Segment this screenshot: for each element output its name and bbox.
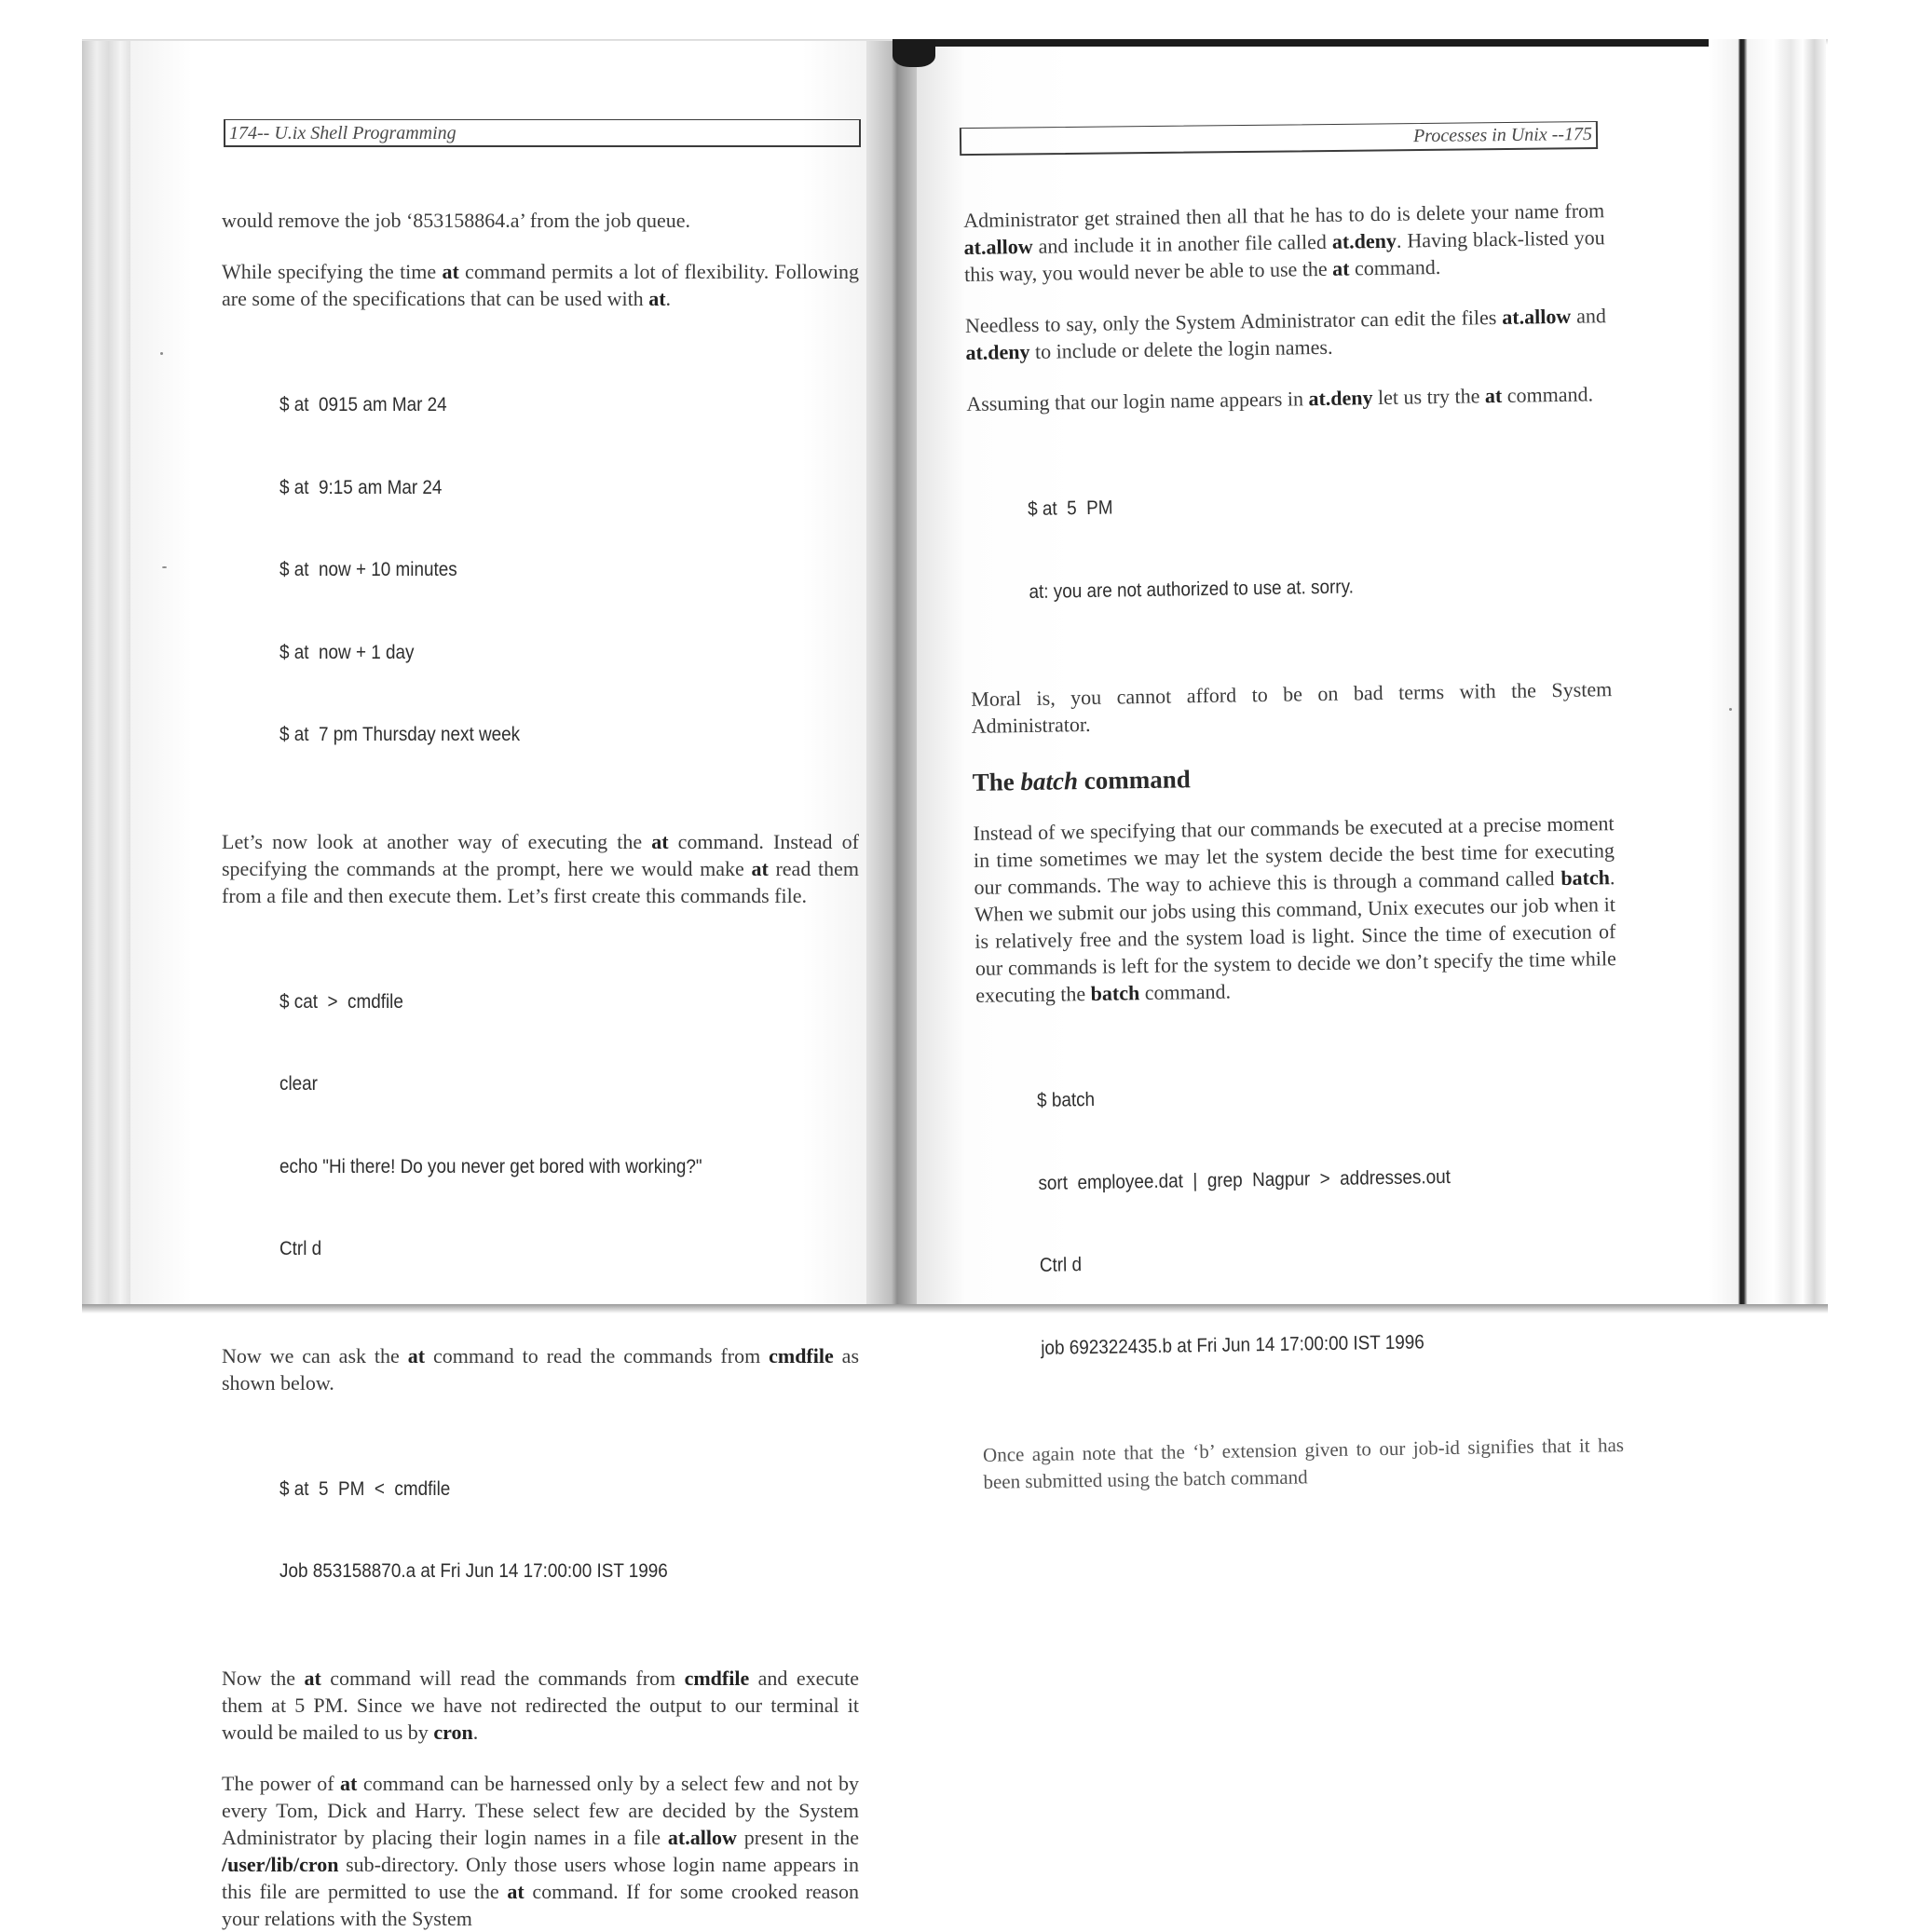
section-heading: The batch command [972, 765, 1191, 796]
code-line: $ at 5 PM [1027, 497, 1113, 520]
right-page-edges [1709, 39, 1826, 1308]
paragraph: While specifying the time at command permits a lot of flexibility. Following are some of the specifications that can be used with at. [222, 260, 860, 310]
left-running-head [224, 119, 861, 147]
gutter-shadow [893, 39, 935, 67]
right-running-head-text: Processes in Unix --175 [1412, 124, 1593, 147]
paragraph: would remove the job ‘853158864.a’ from the job queue. [222, 209, 691, 232]
right-page-text [963, 197, 1625, 1496]
code-line: $ at 7 pm Thursday next week [279, 724, 521, 745]
code-block [279, 1421, 801, 1640]
paragraph: Now the at command will read the commands from cmdfile and execute them at 5 PM. Since we have not redirected the output to our terminal it would be mailed to us by cron. [222, 1666, 859, 1744]
code-block [279, 336, 801, 804]
paragraph: Once again note that the ‘b’ extension given to our job-id signifies that it has been submitted using the batch command [982, 1434, 1625, 1493]
paragraph: The power of at command can be harnessed only by a select few and not by every Tom, Dick and Harry. These select few are decided by the System Administrator by placing their login names in a file at.allow present in the /user/lib/cron sub-directory. Only those users whose login name appears in this file are permitted to use the at command. If for some crooked reason your relations with the System [222, 1771, 860, 1930]
code-line: Job 853158870.a at Fri Jun 14 17:00:00 IST 1996 [279, 1560, 668, 1582]
code-line: $ at 5 PM < cmdfile [279, 1477, 451, 1500]
code-line: at: you are not authorized to use at. sorry. [1029, 575, 1355, 603]
left-page-text [222, 207, 859, 1932]
code-line: $ at now + 1 day [279, 641, 415, 663]
paragraph: Needless to say, only the System Administrator can edit the files at.allow and at.deny to include or delete the login names. [964, 304, 1607, 364]
left-running-head-text: 174-- U.ix Shell Programming [229, 123, 457, 143]
code-block [279, 933, 801, 1318]
code-line: $ batch [1036, 1088, 1096, 1111]
code-line: job 692322435.b at Fri Jun 14 17:00:00 IST 1996 [1041, 1330, 1424, 1359]
code-line: clear [279, 1073, 318, 1095]
code-line: $ at 0915 am Mar 24 [279, 394, 447, 415]
paragraph: Administrator get strained then all that he has to do is delete your name from at.allow and include it in another file called at.deny. Having black-listed you this way, you would never be able to use the at command. [963, 198, 1605, 286]
paragraph: Moral is, you cannot afford to be on bad terms with the System Administrator. [971, 677, 1613, 738]
code-line: sort employee.dat | grep Nagpur > addresses.out [1038, 1165, 1451, 1194]
code-line: Ctrl d [1039, 1254, 1083, 1276]
code-line: echo "Hi there! Do you never get bored with working?" [279, 1155, 702, 1177]
paragraph: Instead of we specifying that our commands be executed at a precise moment in time sometimes we may let the system decide the best time for executing our commands. The way to achieve this is through a command called batch. When we submit our jobs using this command, Unix executes our job when it is relatively free and the system load is light. Since the time of execution of our commands is left for the system to decide we don’t specify the time while executing the batch command. [973, 811, 1616, 1007]
left-page-edges [82, 41, 130, 1306]
speck [1729, 708, 1732, 711]
code-block [1027, 432, 1553, 660]
code-line: $ cat > cmdfile [279, 990, 403, 1013]
paragraph: Assuming that our login name appears in at.deny let us try the at command. [966, 382, 1594, 415]
code-block [1036, 1024, 1565, 1417]
code-line: $ at 9:15 am Mar 24 [279, 476, 443, 498]
code-line: Ctrl d [279, 1238, 322, 1259]
book-gutter [866, 41, 922, 1310]
speck [162, 566, 167, 568]
paragraph: Now we can ask the at command to read the commands from cmdfile as shown below. [222, 1343, 860, 1395]
paragraph: Let’s now look at another way of executing the at command. Instead of specifying the commands at the prompt, here we would make at read them from a file and then execute them. Let’s first create this commands file. [222, 829, 859, 907]
speck [160, 352, 163, 355]
code-line: $ at now + 10 minutes [279, 559, 457, 580]
